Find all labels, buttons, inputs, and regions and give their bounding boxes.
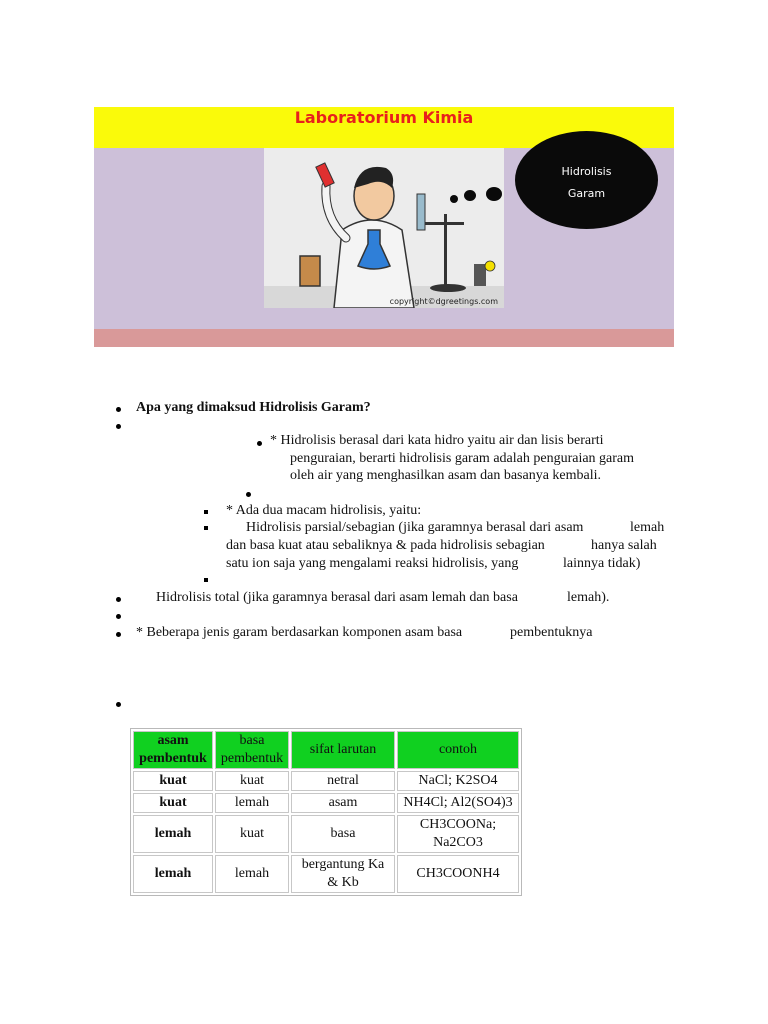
definition-line-2: penguraian, berarti hidrolisis garam adalah penguraian garam (290, 451, 635, 466)
thought-dot-medium (464, 190, 476, 201)
cell-base: kuat (215, 815, 289, 853)
salt-kinds-intro: * Beberapa jenis garam berdasarkan komponen asam basa (136, 625, 463, 640)
definition-line-3: oleh air yang menghasilkan asam dan basanya kembali. (290, 468, 602, 483)
bullet (116, 632, 121, 637)
thought-bubble (515, 131, 658, 229)
image-copyright: copyright©dgreetings.com (389, 297, 498, 306)
table-header-row (133, 731, 519, 769)
hydrolysis-types-intro: * Ada dua macam hidrolisis, yaitu: (226, 503, 422, 518)
partial-hydrolysis-line-3-end: lainnya tidak) (563, 556, 641, 571)
table-row (133, 815, 519, 853)
bubble-line-1: Hidrolisis (561, 165, 612, 178)
bullet (246, 492, 251, 497)
cell-example: NH4Cl; Al2(SO4)3 (397, 793, 519, 813)
bubble-line-2: Garam (567, 187, 606, 200)
cell-example (397, 815, 519, 853)
partial-hydrolysis-line-1-end: lemah (630, 520, 665, 535)
header-acid-line-2: pembentuk (139, 751, 207, 766)
cell-property: asam (291, 793, 395, 813)
bullet-square (204, 578, 208, 582)
partial-hydrolysis-line-3: satu ion saja yang mengalami reaksi hidrolisis, yang (226, 556, 519, 571)
cell-base: kuat (215, 771, 289, 791)
partial-hydrolysis-line-1: Hidrolisis parsial/sebagian (jika garamnya berasal dari asam (246, 520, 584, 535)
partial-hydrolysis-line-2: dan basa kuat atau sebaliknya & pada hidrolisis sebagian (226, 538, 545, 553)
bullet-square (204, 526, 208, 530)
cell-acid: kuat (133, 771, 213, 791)
bullet-square (204, 510, 208, 514)
header-acid-line-1: asam (157, 733, 189, 748)
banner-bottom-strip (94, 329, 674, 347)
header-acid (133, 731, 213, 769)
thought-dot-small (450, 195, 458, 203)
header-example: contoh (397, 731, 519, 769)
cell-example: CH3COONH4 (397, 855, 519, 893)
salt-hydrolysis-table (130, 728, 522, 896)
cell-property: basa (291, 815, 395, 853)
header-base (215, 731, 289, 769)
bullet (116, 424, 121, 429)
cell-property: netral (291, 771, 395, 791)
chemist-illustration (264, 148, 504, 308)
table-row (133, 855, 519, 893)
table-row (133, 771, 519, 791)
cell-property (291, 855, 395, 893)
thought-dot-large (486, 187, 502, 201)
salt-kinds-intro-end: pembentuknya (510, 625, 593, 640)
header-property: sifat larutan (291, 731, 395, 769)
bullet (116, 614, 121, 619)
cell-acid: kuat (133, 793, 213, 813)
lab-banner-image (94, 107, 674, 347)
cell-base: lemah (215, 855, 289, 893)
header-base-line-1: basa (239, 733, 265, 748)
cell-example-line-2: Na2CO3 (433, 835, 483, 850)
cell-acid: lemah (133, 815, 213, 853)
cell-example-line-1: CH3COONa; (419, 817, 497, 832)
chemist-drawing (264, 148, 504, 308)
header-base-line-2: pembentuk (220, 751, 284, 766)
cell-base: lemah (215, 793, 289, 813)
bullet (116, 597, 121, 602)
bullet (257, 441, 262, 446)
total-hydrolysis-text: Hidrolisis total (jika garamnya berasal dari asam lemah dan basa (156, 590, 518, 605)
cell-acid: lemah (133, 855, 213, 893)
cell-property-line-2: & Kb (327, 875, 359, 890)
table-row (133, 793, 519, 813)
partial-hydrolysis-line-2-end: hanya salah (591, 538, 657, 553)
question-heading: Apa yang dimaksud Hidrolisis Garam? (136, 400, 371, 415)
total-hydrolysis-end: lemah). (567, 590, 610, 605)
cell-property-line-1: bergantung Ka (301, 857, 385, 872)
bullet (116, 702, 121, 707)
thought-bubble-text (515, 161, 658, 205)
definition-line-1: * Hidrolisis berasal dari kata hidro yaitu air dan lisis berarti (270, 433, 604, 448)
bullet (116, 407, 121, 412)
cell-example: NaCl; K2SO4 (397, 771, 519, 791)
banner-title: Laboratorium Kimia (294, 108, 474, 127)
